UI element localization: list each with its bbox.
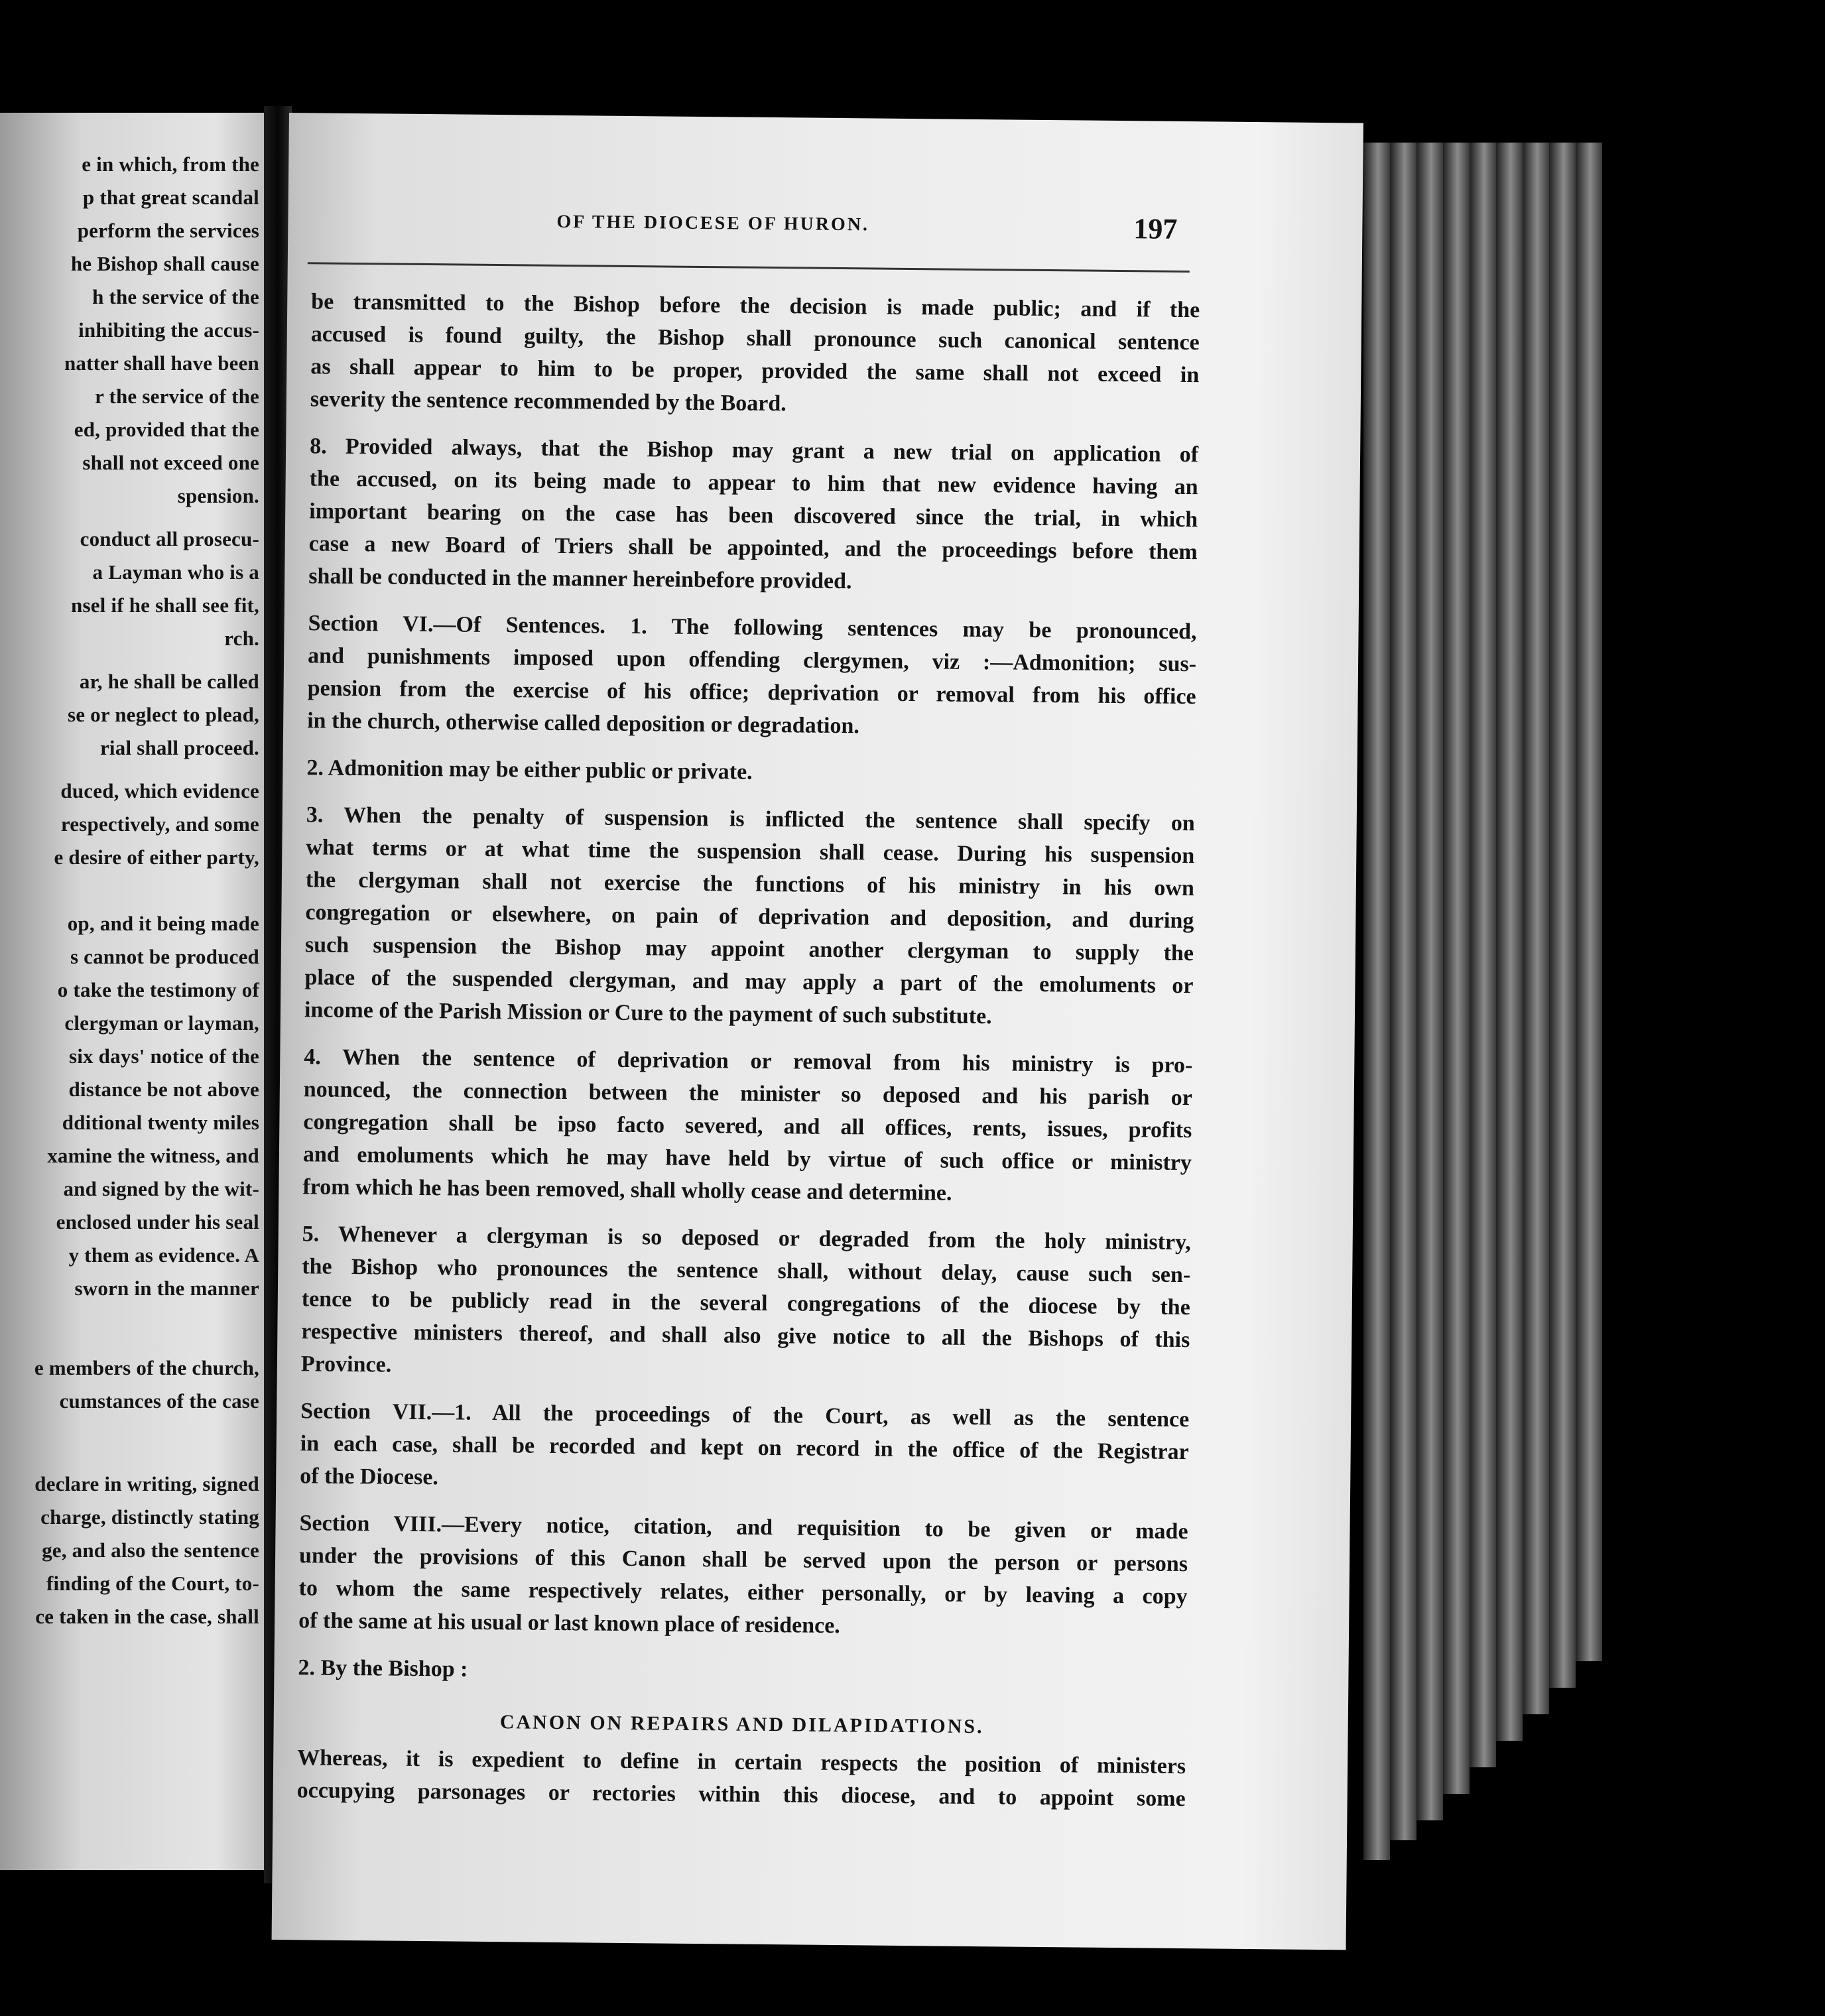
left-page-line: duced, which evidence <box>60 779 259 802</box>
header-title: OF THE DIOCESE OF HURON. <box>556 211 870 235</box>
body-line: as shall appear to him to be proper, provided the same shall not exceed in <box>310 354 1200 388</box>
page-stack-edge-7 <box>1523 143 1549 1714</box>
page-stack-edge-5 <box>1470 143 1496 1767</box>
body-line: income of the Parish Mission or Cure to the payment of such substitute. <box>304 997 992 1029</box>
left-page-line: spension. <box>177 484 259 507</box>
left-page-line: finding of the Court, to- <box>46 1572 259 1595</box>
body-line: place of the suspended clergyman, and may apply a part of the emoluments or <box>304 965 1194 999</box>
page-stack-edge-6 <box>1496 143 1523 1741</box>
body-line: important bearing on the case has been discovered since the trial, in which <box>309 499 1198 533</box>
body-line: case a new Board of Triers shall be appointed, and the proceedings before them <box>308 531 1198 565</box>
left-page-line: xamine the witness, and <box>47 1144 259 1167</box>
body-line: 5. Whenever a clergyman is so deposed or degraded from the holy ministry, <box>302 1222 1191 1255</box>
left-page-line: e in which, from the <box>82 153 259 176</box>
body-line: 2. By the Bishop : <box>298 1655 468 1682</box>
header-rule <box>308 262 1190 273</box>
left-page-line: respectively, and some <box>60 812 259 836</box>
left-page-line: inhibiting the accus- <box>78 318 259 342</box>
right-page <box>272 113 1363 1950</box>
body-line: Province. <box>300 1352 392 1377</box>
body-line: congregation or elsewhere, on pain of deprivation and deposition, and during <box>305 900 1194 934</box>
body-line: of the same at his usual or last known place of residence. <box>298 1608 840 1639</box>
left-page-line: perform the services <box>77 219 259 242</box>
body-line: 3. When the penalty of suspension is inflicted the sentence shall specify on <box>306 802 1195 836</box>
body-line: Section VI.—Of Sentences. 1. The following sentences may be pronounced, <box>308 611 1197 645</box>
page-stack-edge-2 <box>1390 143 1416 1840</box>
body-line: Whereas, it is expedient to define in certain respects the position of ministers <box>297 1745 1186 1779</box>
left-page-line: cumstances of the case <box>59 1389 259 1413</box>
left-page-line: natter shall have been <box>64 351 259 375</box>
left-page-line: e desire of either party, <box>54 846 259 869</box>
body-line: severity the sentence recommended by the Board. <box>310 387 787 416</box>
left-page-line: p that great scandal <box>82 186 259 209</box>
page-stack-edge-4 <box>1443 143 1470 1794</box>
body-line: congregation shall be ipso facto severed, and all offices, rents, issues, profits <box>303 1109 1192 1143</box>
left-page <box>0 113 269 1870</box>
left-page-line: a Layman who is a <box>92 560 259 584</box>
body-line: respective ministers thereof, and shall also give notice to all the Bishops of this <box>301 1319 1190 1353</box>
left-page-line: ed, provided that the <box>74 418 259 441</box>
left-page-line: enclosed under his seal <box>56 1210 259 1233</box>
left-page-line: distance be not above <box>68 1078 259 1101</box>
body-line: occupying parsonages or rectories within this diocese, and to appoint some <box>296 1778 1186 1812</box>
section-heading: CANON ON REPAIRS AND DILAPIDATIONS. <box>499 1711 984 1738</box>
left-page-line: and signed by the wit- <box>63 1177 259 1200</box>
body-line: and punishments imposed upon offending clergymen, viz :—Admonition; sus- <box>307 643 1197 677</box>
left-page-line: s cannot be produced <box>70 945 259 968</box>
left-page-line: o take the testimony of <box>57 978 259 1001</box>
body-line: be transmitted to the Bishop before the decision is made public; and if the <box>311 289 1200 323</box>
body-line: the Bishop who pronounces the sentence shall, without delay, cause such sen- <box>302 1254 1191 1288</box>
body-line: under the provisions of this Canon shall be served upon the person or persons <box>298 1543 1188 1577</box>
body-line: 4. When the sentence of deprivation or removal from his ministry is pro- <box>304 1044 1193 1078</box>
left-page-line: rch. <box>224 627 259 650</box>
body-line: from which he has been removed, shall wholly cease and determine. <box>302 1174 952 1206</box>
page-stack-edge-9 <box>1576 143 1602 1661</box>
running-header <box>288 209 1363 259</box>
left-page-line: ar, he shall be called <box>79 670 259 693</box>
body-line: what terms or at what time the suspension shall cease. During his suspension <box>306 835 1195 869</box>
body-line: shall be conducted in the manner hereinbefore provided. <box>308 564 852 594</box>
body-line: to whom the same respectively relates, either personally, or by leaving a copy <box>298 1576 1188 1609</box>
left-page-line: op, and it being made <box>67 912 259 935</box>
left-page-line: e members of the church, <box>34 1356 259 1379</box>
left-page-line: clergyman or layman, <box>64 1011 259 1035</box>
left-page-line: shall not exceed one <box>82 451 259 474</box>
left-page-line: declare in writing, signed <box>34 1472 259 1495</box>
left-page-line: dditional twenty miles <box>62 1111 259 1134</box>
body-line: nounced, the connection between the minister so deposed and his parish or <box>303 1077 1192 1111</box>
left-page-line: charge, distinctly stating <box>40 1505 259 1529</box>
left-page-line: ce taken in the case, shall <box>35 1605 259 1628</box>
page-stack-edge-8 <box>1549 143 1576 1688</box>
left-page-line: conduct all prosecu- <box>80 527 259 550</box>
body-line: in each case, shall be recorded and kept on record in the office of the Registrar <box>300 1431 1189 1465</box>
body-line: the clergyman shall not exercise the functions of his ministry in his own <box>305 867 1195 901</box>
body-line: the accused, on its being made to appear to him that new evidence having an <box>309 466 1198 500</box>
body-text <box>296 285 1200 1815</box>
left-page-line: six days' notice of the <box>68 1044 259 1068</box>
body-line: in the church, otherwise called deposition or degradation. <box>307 708 860 739</box>
body-line: Section VIII.—Every notice, citation, and requisition to be given or made <box>299 1511 1188 1544</box>
body-line: such suspension the Bishop may appoint another clergyman to supply the <box>304 932 1194 966</box>
left-page-line: rial shall proceed. <box>99 736 259 759</box>
left-page-line: se or neglect to plead, <box>67 703 259 726</box>
body-line: 8. Provided always, that the Bishop may grant a new trial on application of <box>309 434 1199 468</box>
left-page-line: ge, and also the sentence <box>42 1539 259 1562</box>
body-line: 2. Admonition may be either public or private. <box>306 755 753 785</box>
left-page-line: nsel if he shall see fit, <box>71 594 259 617</box>
body-line: Section VII.—1. All the proceedings of the Court, as well as the sentence <box>300 1399 1190 1432</box>
body-line: accused is found guilty, the Bishop shall pronounce such canonical sentence <box>310 322 1200 355</box>
page-number: 197 <box>1133 212 1178 245</box>
body-line: and emoluments which he may have held by virtue of such office or ministry <box>302 1142 1192 1176</box>
left-page-line: sworn in the manner <box>74 1277 259 1300</box>
body-line: tence to be publicly read in the several congregations of the diocese by the <box>301 1287 1190 1320</box>
left-page-line: r the service of the <box>95 385 259 408</box>
left-page-line: he Bishop shall cause <box>70 252 259 275</box>
body-line: pension from the exercise of his office; deprivation or removal from his office <box>307 676 1196 710</box>
page-stack-edge-1 <box>1363 143 1390 1860</box>
page-stack-edge-3 <box>1416 143 1443 1820</box>
left-page-line: h the service of the <box>92 285 259 308</box>
body-line: of the Diocese. <box>300 1464 439 1490</box>
left-page-line: y them as evidence. A <box>68 1243 259 1267</box>
